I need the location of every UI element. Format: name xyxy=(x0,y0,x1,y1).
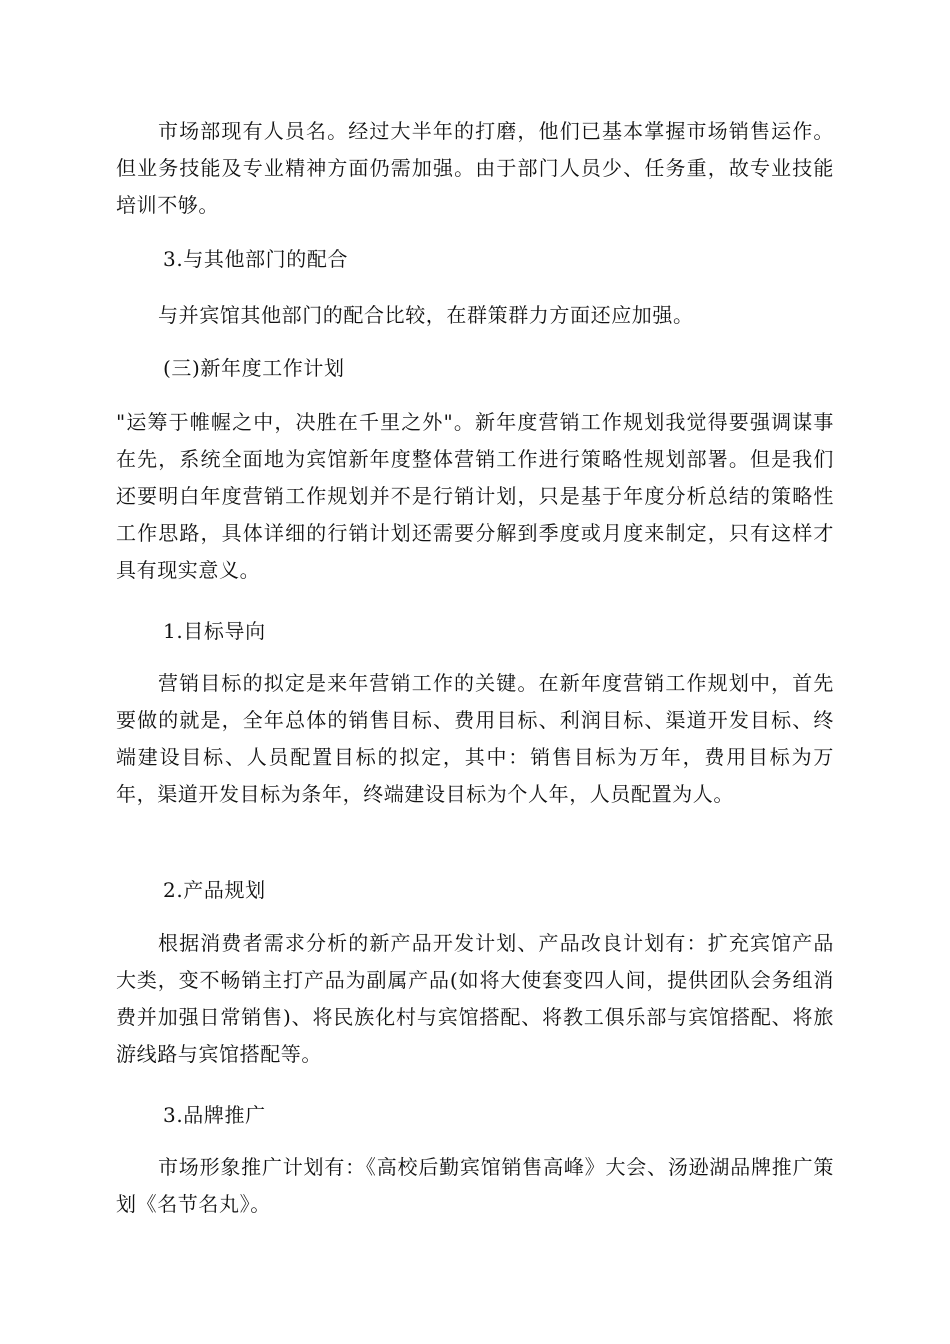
heading-goal-orientation: 1.目标导向 xyxy=(163,619,266,643)
paragraph-product-plan: 根据消费者需求分析的新产品开发计划、产品改良计划有：扩充宾馆产品大类，变不畅销主打产品为副属产品(如将大使套变四人间，提供团队会务组消费并加强日常销售)、将民族化村与宾馆搭配、将教工俱乐部与宾馆搭配、将旅游线路与宾馆搭配等。 xyxy=(116,931,834,1066)
heading-product-planning: 2.产品规划 xyxy=(163,878,266,902)
heading-new-year-plan: (三)新年度工作计划 xyxy=(163,356,345,380)
paragraph-staff-status: 市场部现有人员名。经过大半年的打磨，他们已基本掌握市场销售运作。但业务技能及专业精神方面仍需加强。由于部门人员少、任务重，故专业技能培训不够。 xyxy=(116,119,834,217)
paragraph-planning-overview: "运筹于帷幄之中，决胜在千里之外"。新年度营销工作规划我觉得要强调谋事在先，系统全面地为宾馆新年度整体营销工作进行策略性规划部署。但是我们还要明白年度营销工作规划并不是行销计划，只是基于年度分析总结的策略性工作思路，具体详细的行销计划还需要分解到季度或月度来制定，只有这样才具有现实意义。 xyxy=(116,410,834,582)
paragraph-marketing-goals: 营销目标的拟定是来年营销工作的关键。在新年度营销工作规划中，首先要做的就是，全年总体的销售目标、费用目标、利润目标、渠道开发目标、终端建设目标、人员配置目标的拟定，其中：销售目标为万年，费用目标为万年，渠道开发目标为条年，终端建设目标为个人年，人员配置为人。 xyxy=(116,671,834,806)
paragraph-cooperation: 与并宾馆其他部门的配合比较，在群策群力方面还应加强。 xyxy=(158,303,694,327)
heading-brand-promotion: 3.品牌推广 xyxy=(163,1103,266,1127)
paragraph-brand-plan: 市场形象推广计划有：《高校后勤宾馆销售高峰》大会、汤逊湖品牌推广策划《名节名丸》。 xyxy=(116,1155,834,1216)
heading-department-cooperation: 3.与其他部门的配合 xyxy=(163,247,349,271)
